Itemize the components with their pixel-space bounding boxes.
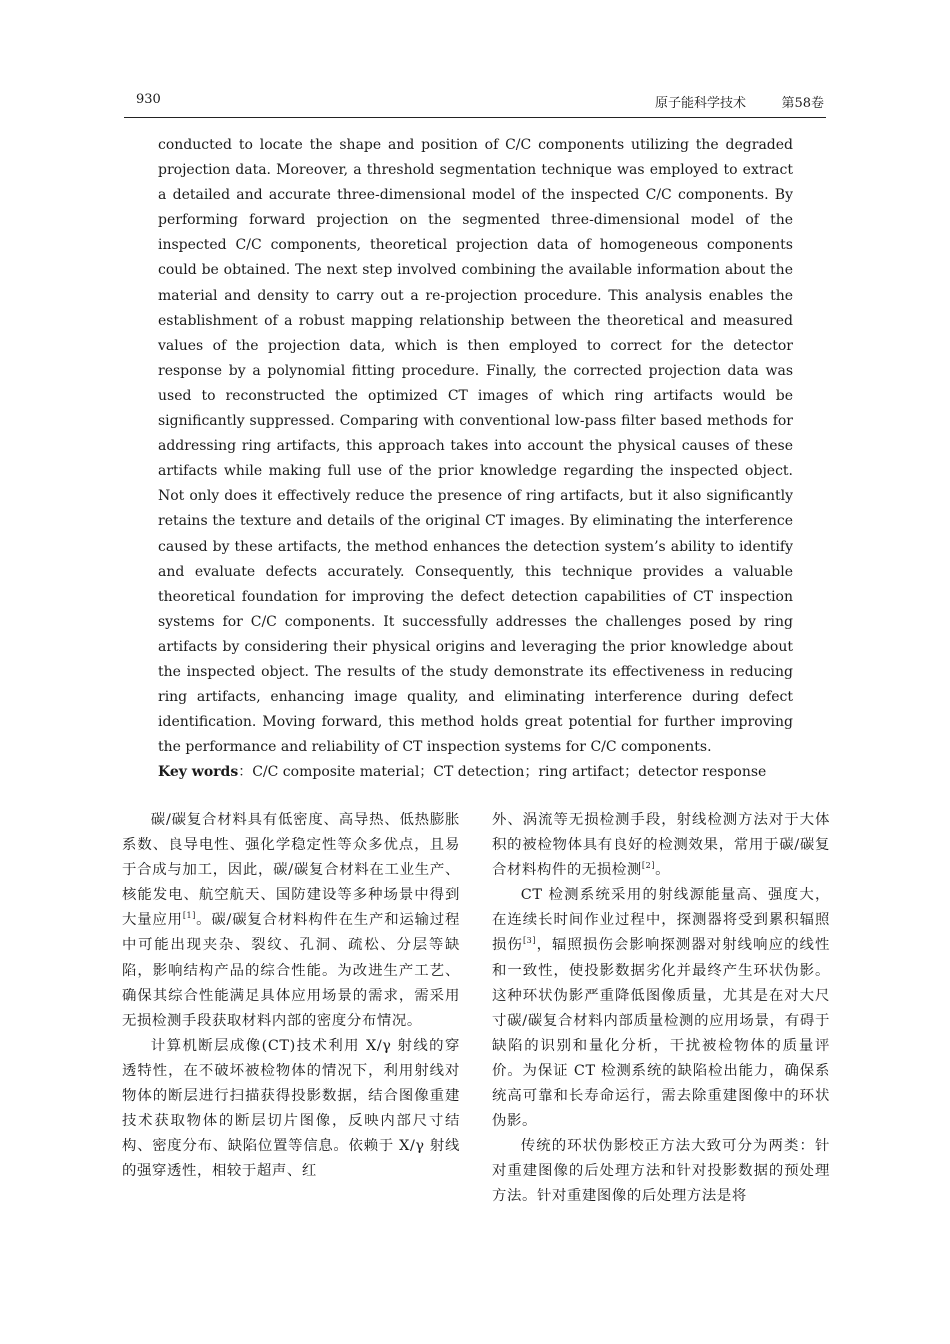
page-header	[124, 92, 826, 116]
paragraph-ring-artifacts: CT 检测系统采用的射线源能量高、强度大，在连续长时间作业过程中，探测器将受到累积辐照损伤[3]，辐照损伤会影响探测器对射线响应的线性和一致性，使投影数据劣化并最终产生环状伪影。这种环状伪影严重降低图像质量，尤其是在对大尺寸碳/碳复合材料内部质量检测的应用场景，有碍于缺陷的识别和量化分析，干扰被检物体的质量评价。为保证 CT 检测系统的缺陷检出能力，确保系统高可靠和长寿命运行，需去除重建图像中的环状伪影。	[492, 887, 831, 1130]
citation-2: [2]	[641, 861, 656, 871]
citation-1: [1]	[182, 911, 196, 921]
english-abstract	[158, 133, 793, 760]
abstract-text: conducted to locate the shape and position of C/C components utilizing the degraded projection data. Moreover, a threshold segmentation technique was employed to extract a detailed and accurate three-dimensional model of the inspected C/C components. By performing forward projection on the segmented three-dimensional model of the inspected C/C components, theoretical projection data of homogeneous components could be obtained. The next step involved combining the available information about the material and density to carry out a re-projection procedure. This analysis enables the establishment of a robust mapping relationship between the theoretical and measured values of the projection data, which is then employed to correct for the detector response by a polynomial fitting procedure. Finally, the corrected projection data was used to reconstructed the optimized CT images of which ring artifacts would be significantly suppressed. Comparing with conventional low-pass filter based methods for addressing ring artifacts, this approach takes into account the physical causes of these artifacts while making full use of the prior knowledge regarding the inspected object. Not only does it effectively reduce the presence of ring artifacts, but it also significantly retains the texture and details of the original CT images. By eliminating the interference caused by these artifacts, the method enhances the detection system’s ability to identify and evaluate defects accurately. Consequently, this technique provides a valuable theoretical foundation for improving the defect detection capabilities of CT inspection systems for C/C components. It successfully addresses the challenges posed by ring artifacts by considering their physical origins and leveraging the prior knowledge about the inspected object. The results of the study demonstrate its effectiveness in reducing ring artifacts, enhancing image quality, and eliminating interference during defect identification. Moving forward, this method holds great potential for further improving the performance and reliability of CT inspection systems for C/C components.	[158, 137, 793, 756]
volume-label: 第58卷	[781, 96, 824, 111]
paragraph-ct-technique: 计算机断层成像(CT)技术利用 X/γ 射线的穿透特性，在不破坏被检物体的情况下，利用射线对物体的断层进行扫描获得投影数据，结合图像重建技术获取物体的断层切片图像，反映内部尺寸结构、密度分布、缺陷位置等信息。依赖于 X/γ 射线的强穿透性，相较于超声、红	[122, 1037, 460, 1180]
journal-name: 原子能科学技术	[654, 96, 746, 111]
body-column-left	[122, 808, 460, 1184]
keywords-line	[158, 760, 793, 785]
keywords-label: Key words	[158, 764, 239, 780]
body-column-right	[492, 808, 830, 1210]
citation-3: [3]	[522, 936, 537, 946]
paragraph-intro: 碳/碳复合材料具有低密度、高导热、低热膨胀系数、良导电性、强化学稳定性等众多优点，且易于合成与加工，因此，碳/碳复合材料在工业生产、核能发电、航空航天、国防建设等多种场景中得到大量应用[1]。碳/碳复合材料构件在生产和运输过程中可能出现夹杂、裂纹、孔洞、疏松、分层等缺陷，影响结构产品的综合性能。为改进生产工艺、确保其综合性能满足具体应用场景的需求，需采用无损检测手段获取材料内部的密度分布情况。	[122, 812, 461, 1029]
paragraph-correction-methods: 传统的环状伪影校正方法大致可分为两类：针对重建图像的后处理方法和针对投影数据的预处理方法。针对重建图像的后处理方法是将	[492, 1138, 830, 1205]
paragraph-continued: 外、涡流等无损检测手段，射线检测方法对于大体积的被检物体具有良好的检测效果，常用于碳/碳复合材料构件的无损检测[2]。	[492, 812, 830, 879]
header-rule	[124, 117, 826, 118]
keywords-items: ：C/C composite material；CT detection；ring artifact；detector response	[238, 764, 767, 780]
page-number: 930	[136, 92, 161, 107]
